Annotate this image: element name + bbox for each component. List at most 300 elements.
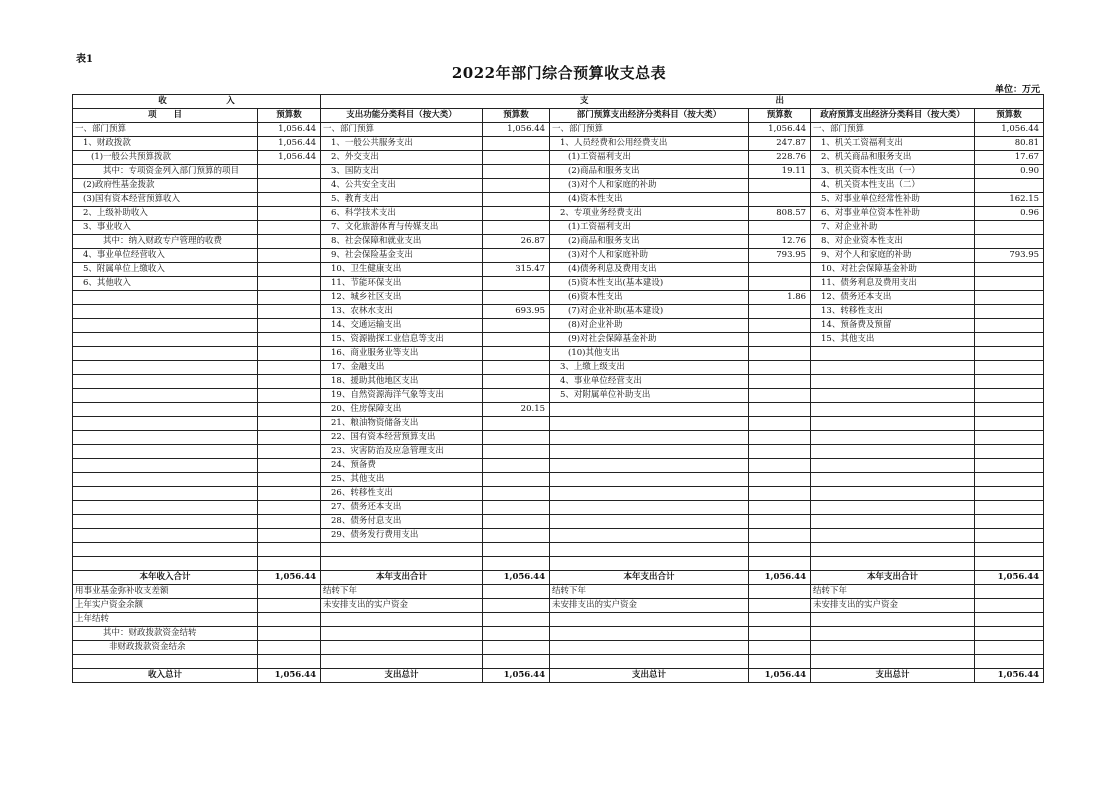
amount-cell	[258, 291, 321, 305]
table-row	[73, 151, 1044, 165]
table-row	[73, 291, 1044, 305]
item-cell: 其中：专项资金列入部门预算的项目	[73, 165, 258, 179]
item-cell	[550, 459, 749, 473]
col-header: 预算数	[749, 109, 811, 123]
amount-cell	[975, 473, 1044, 487]
budget-table	[72, 94, 1044, 683]
amount-cell	[483, 221, 550, 235]
amount-cell: 315.47	[483, 263, 550, 277]
amount-cell	[749, 459, 811, 473]
item-cell: 本年支出合计	[811, 570, 975, 584]
expense-header: 支 出	[321, 95, 1044, 109]
amount-cell	[258, 473, 321, 487]
amount-cell	[483, 515, 550, 529]
item-cell	[73, 305, 258, 319]
amount-cell	[483, 556, 550, 570]
amount-cell	[258, 389, 321, 403]
item-cell: (5)资本性支出(基本建设)	[550, 277, 749, 291]
item-cell	[73, 515, 258, 529]
item-cell	[73, 501, 258, 515]
amount-cell	[258, 319, 321, 333]
item-cell	[73, 431, 258, 445]
amount-cell	[749, 515, 811, 529]
table-row	[73, 207, 1044, 221]
item-cell: 22、国有资本经营预算支出	[321, 431, 483, 445]
item-cell	[321, 640, 483, 654]
amount-cell	[258, 403, 321, 417]
amount-cell	[975, 612, 1044, 626]
amount-cell	[258, 598, 321, 612]
amount-cell	[483, 333, 550, 347]
item-cell: 9、社会保险基金支出	[321, 249, 483, 263]
item-cell	[811, 361, 975, 375]
amount-cell: 1,056.44	[483, 570, 550, 584]
amount-cell	[483, 654, 550, 668]
amount-cell: 1,056.44	[483, 123, 550, 137]
item-cell: (4)债务利息及费用支出	[550, 263, 749, 277]
item-cell	[321, 626, 483, 640]
item-cell: 4、事业单位经营收入	[73, 249, 258, 263]
item-cell	[550, 403, 749, 417]
item-cell: 一、部门预算	[550, 123, 749, 137]
item-cell	[73, 319, 258, 333]
amount-cell	[975, 333, 1044, 347]
totals-row	[73, 570, 1044, 584]
item-cell: (6)资本性支出	[550, 291, 749, 305]
item-cell: 21、粮油物资储备支出	[321, 417, 483, 431]
table-row	[73, 305, 1044, 319]
item-cell: 15、其他支出	[811, 333, 975, 347]
item-cell: 6、对事业单位资本性补助	[811, 207, 975, 221]
item-cell	[73, 487, 258, 501]
item-cell: 24、预备费	[321, 459, 483, 473]
item-cell: 非财政拨款资金结余	[73, 640, 258, 654]
table-row	[73, 445, 1044, 459]
amount-cell: 20.15	[483, 403, 550, 417]
amount-cell	[258, 459, 321, 473]
item-cell	[73, 459, 258, 473]
item-cell: 结转下年	[321, 584, 483, 598]
item-cell: 其中：财政拨款资金结转	[73, 626, 258, 640]
amount-cell	[975, 319, 1044, 333]
amount-cell	[975, 291, 1044, 305]
amount-cell	[258, 305, 321, 319]
item-cell	[811, 556, 975, 570]
amount-cell: 1,056.44	[975, 570, 1044, 584]
amount-cell	[975, 515, 1044, 529]
item-cell: (9)对社会保障基金补助	[550, 333, 749, 347]
amount-cell	[483, 151, 550, 165]
item-cell	[321, 556, 483, 570]
item-cell	[73, 445, 258, 459]
item-cell	[811, 445, 975, 459]
item-cell: (2)政府性基金拨款	[73, 179, 258, 193]
amount-cell: 693.95	[483, 305, 550, 319]
item-cell: 2、上级补助收入	[73, 207, 258, 221]
item-cell: (1)工资福利支出	[550, 151, 749, 165]
item-cell: 9、对个人和家庭的补助	[811, 249, 975, 263]
amount-cell: 1,056.44	[258, 668, 321, 682]
amount-cell	[975, 431, 1044, 445]
amount-cell	[258, 235, 321, 249]
table-row	[73, 179, 1044, 193]
item-cell: 8、对企业资本性支出	[811, 235, 975, 249]
table-row	[73, 277, 1044, 291]
item-cell: 17、金融支出	[321, 361, 483, 375]
amount-cell	[749, 221, 811, 235]
item-cell: 12、债务还本支出	[811, 291, 975, 305]
amount-cell	[975, 529, 1044, 543]
page-title: 2022年部门综合预算收支总表	[451, 64, 667, 82]
amount-cell	[483, 165, 550, 179]
table-row	[73, 473, 1044, 487]
item-cell: 本年收入合计	[73, 570, 258, 584]
item-cell: 其中：纳入财政专户管理的收费	[73, 235, 258, 249]
item-cell	[811, 417, 975, 431]
col-header: 政府预算支出经济分类科目（按大类）	[811, 109, 975, 123]
amount-cell	[483, 389, 550, 403]
table-row	[73, 556, 1044, 570]
col-header: 预算数	[258, 109, 321, 123]
amount-cell	[975, 640, 1044, 654]
item-cell: 结转下年	[550, 584, 749, 598]
amount-cell	[258, 333, 321, 347]
amount-cell	[483, 179, 550, 193]
table-row	[73, 529, 1044, 543]
table-row	[73, 375, 1044, 389]
item-cell: 上年结转	[73, 612, 258, 626]
col-header: 预算数	[483, 109, 550, 123]
item-cell: 收入总计	[73, 668, 258, 682]
item-cell: 18、援助其他地区支出	[321, 375, 483, 389]
amount-cell	[258, 626, 321, 640]
item-cell	[73, 473, 258, 487]
item-cell	[73, 375, 258, 389]
item-cell	[550, 529, 749, 543]
amount-cell: 247.87	[749, 137, 811, 151]
amount-cell: 0.96	[975, 207, 1044, 221]
item-cell	[73, 291, 258, 305]
table-row	[73, 249, 1044, 263]
item-cell: 4、公共安全支出	[321, 179, 483, 193]
item-cell: 一、部门预算	[321, 123, 483, 137]
amount-cell	[258, 515, 321, 529]
col-header: 部门预算支出经济分类科目（按大类）	[550, 109, 749, 123]
table-row	[73, 235, 1044, 249]
amount-cell	[749, 333, 811, 347]
amount-cell: 1,056.44	[258, 123, 321, 137]
item-cell: (7)对企业补助(基本建设)	[550, 305, 749, 319]
item-cell: 1、人员经费和公用经费支出	[550, 137, 749, 151]
item-cell: 支出总计	[550, 668, 749, 682]
amount-cell	[483, 291, 550, 305]
item-cell: 一、部门预算	[811, 123, 975, 137]
amount-cell	[258, 249, 321, 263]
amount-cell	[483, 193, 550, 207]
amount-cell	[258, 263, 321, 277]
amount-cell	[975, 403, 1044, 417]
item-cell: 10、卫生健康支出	[321, 263, 483, 277]
item-cell	[811, 640, 975, 654]
amount-cell	[483, 361, 550, 375]
amount-cell: 80.81	[975, 137, 1044, 151]
item-cell: 一、部门预算	[73, 123, 258, 137]
item-cell: 13、转移性支出	[811, 305, 975, 319]
table-row	[73, 193, 1044, 207]
amount-cell	[258, 556, 321, 570]
amount-cell: 0.90	[975, 165, 1044, 179]
item-cell: 16、商业服务业等支出	[321, 347, 483, 361]
table-row	[73, 487, 1044, 501]
amount-cell	[483, 473, 550, 487]
table-row	[73, 361, 1044, 375]
item-cell	[811, 459, 975, 473]
table-row	[73, 515, 1044, 529]
item-cell	[811, 626, 975, 640]
item-cell: 2、机关商品和服务支出	[811, 151, 975, 165]
item-cell: 19、自然资源海洋气象等支出	[321, 389, 483, 403]
amount-cell	[749, 640, 811, 654]
amount-cell: 12.76	[749, 235, 811, 249]
item-cell: 未安排支出的实户资金	[811, 598, 975, 612]
item-cell: (3)国有资本经营预算收入	[73, 193, 258, 207]
item-cell	[73, 389, 258, 403]
amount-cell	[975, 501, 1044, 515]
amount-cell	[749, 445, 811, 459]
amount-cell	[975, 263, 1044, 277]
amount-cell	[258, 654, 321, 668]
item-cell: 8、社会保障和就业支出	[321, 235, 483, 249]
top-header-row	[73, 95, 1044, 109]
amount-cell	[975, 487, 1044, 501]
table-row	[73, 431, 1044, 445]
item-cell: (3)对个人和家庭补助	[550, 249, 749, 263]
amount-cell	[749, 375, 811, 389]
amount-cell	[749, 473, 811, 487]
amount-cell	[483, 319, 550, 333]
item-cell	[811, 529, 975, 543]
amount-cell	[483, 640, 550, 654]
amount-cell	[975, 389, 1044, 403]
amount-cell	[975, 626, 1044, 640]
amount-cell: 793.95	[749, 249, 811, 263]
table-row	[73, 584, 1044, 598]
item-cell: 2、外交支出	[321, 151, 483, 165]
item-cell	[73, 543, 258, 557]
amount-cell	[258, 487, 321, 501]
unit-label: 单位：万元	[994, 85, 1040, 95]
column-header-row	[73, 109, 1044, 123]
amount-cell	[483, 207, 550, 221]
amount-cell	[483, 487, 550, 501]
amount-cell	[749, 529, 811, 543]
grand-total-row	[73, 668, 1044, 682]
amount-cell	[975, 417, 1044, 431]
amount-cell	[258, 640, 321, 654]
amount-cell	[749, 305, 811, 319]
item-cell: (1)工资福利支出	[550, 221, 749, 235]
item-cell	[321, 543, 483, 557]
item-cell	[550, 556, 749, 570]
amount-cell	[749, 179, 811, 193]
amount-cell	[258, 529, 321, 543]
item-cell: 28、债务付息支出	[321, 515, 483, 529]
item-cell: 未安排支出的实户资金	[321, 598, 483, 612]
item-cell: 未安排支出的实户资金	[550, 598, 749, 612]
item-cell	[811, 403, 975, 417]
amount-cell	[258, 543, 321, 557]
table-row	[73, 137, 1044, 151]
item-cell	[73, 403, 258, 417]
table-row	[73, 389, 1044, 403]
amount-cell	[749, 193, 811, 207]
item-cell	[550, 640, 749, 654]
item-cell	[811, 473, 975, 487]
item-cell: (8)对企业补助	[550, 319, 749, 333]
item-cell: 6、其他收入	[73, 277, 258, 291]
item-cell: 5、教育支出	[321, 193, 483, 207]
amount-cell	[975, 584, 1044, 598]
amount-cell	[483, 347, 550, 361]
table-row	[73, 543, 1044, 557]
item-cell: 1、一般公共服务支出	[321, 137, 483, 151]
item-cell: 3、国防支出	[321, 165, 483, 179]
item-cell	[73, 529, 258, 543]
item-cell	[550, 501, 749, 515]
item-cell	[550, 473, 749, 487]
table-row	[73, 417, 1044, 431]
item-cell: 7、文化旅游体育与传媒支出	[321, 221, 483, 235]
amount-cell	[975, 445, 1044, 459]
table-row	[73, 459, 1044, 473]
item-cell: 26、转移性支出	[321, 487, 483, 501]
amount-cell	[258, 221, 321, 235]
amount-cell	[749, 403, 811, 417]
amount-cell	[483, 417, 550, 431]
amount-cell	[975, 361, 1044, 375]
amount-cell	[749, 487, 811, 501]
amount-cell	[258, 361, 321, 375]
item-cell: 11、债务利息及费用支出	[811, 277, 975, 291]
item-cell: 27、债务还本支出	[321, 501, 483, 515]
item-cell	[550, 417, 749, 431]
item-cell: 23、灾害防治及应急管理支出	[321, 445, 483, 459]
amount-cell: 1,056.44	[258, 151, 321, 165]
item-cell	[321, 654, 483, 668]
item-cell: 14、交通运输支出	[321, 319, 483, 333]
item-cell: 本年支出合计	[550, 570, 749, 584]
amount-cell	[749, 431, 811, 445]
amount-cell	[749, 612, 811, 626]
table-row	[73, 403, 1044, 417]
amount-cell	[483, 612, 550, 626]
amount-cell	[749, 584, 811, 598]
amount-cell: 1,056.44	[975, 668, 1044, 682]
amount-cell	[975, 375, 1044, 389]
table-row	[73, 654, 1044, 668]
item-cell: (1)一般公共预算拨款	[73, 151, 258, 165]
table-row	[73, 165, 1044, 179]
amount-cell	[483, 584, 550, 598]
item-cell	[811, 375, 975, 389]
item-cell	[550, 612, 749, 626]
amount-cell	[258, 277, 321, 291]
item-cell	[73, 417, 258, 431]
item-cell: 5、对附属单位补助支出	[550, 389, 749, 403]
item-cell: 3、机关资本性支出（一）	[811, 165, 975, 179]
item-cell	[550, 654, 749, 668]
amount-cell	[258, 207, 321, 221]
item-cell	[73, 361, 258, 375]
amount-cell: 1,056.44	[975, 123, 1044, 137]
amount-cell	[749, 543, 811, 557]
item-cell	[550, 515, 749, 529]
amount-cell	[258, 179, 321, 193]
item-cell	[811, 501, 975, 515]
item-cell: 3、事业收入	[73, 221, 258, 235]
item-cell: 29、债务发行费用支出	[321, 529, 483, 543]
table-row	[73, 626, 1044, 640]
item-cell	[73, 333, 258, 347]
item-cell: 5、对事业单位经常性补助	[811, 193, 975, 207]
amount-cell	[483, 431, 550, 445]
amount-cell: 26.87	[483, 235, 550, 249]
item-cell: 2、专项业务经费支出	[550, 207, 749, 221]
item-cell	[550, 543, 749, 557]
item-cell: 12、城乡社区支出	[321, 291, 483, 305]
item-cell: 支出总计	[321, 668, 483, 682]
item-cell	[321, 612, 483, 626]
amount-cell	[975, 654, 1044, 668]
item-cell: 25、其他支出	[321, 473, 483, 487]
amount-cell	[483, 598, 550, 612]
item-cell: 1、机关工资福利支出	[811, 137, 975, 151]
amount-cell	[483, 543, 550, 557]
amount-cell	[975, 235, 1044, 249]
amount-cell	[749, 598, 811, 612]
amount-cell	[483, 529, 550, 543]
table-row	[73, 123, 1044, 137]
table-tag: 表1	[76, 54, 93, 65]
amount-cell	[749, 556, 811, 570]
item-cell	[550, 445, 749, 459]
item-cell: 20、住房保障支出	[321, 403, 483, 417]
amount-cell: 1,056.44	[258, 570, 321, 584]
item-cell	[550, 626, 749, 640]
col-header: 支出功能分类科目（按大类）	[321, 109, 483, 123]
amount-cell	[749, 319, 811, 333]
item-cell: 10、对社会保障基金补助	[811, 263, 975, 277]
item-cell: (4)资本性支出	[550, 193, 749, 207]
amount-cell	[749, 417, 811, 431]
amount-cell	[258, 165, 321, 179]
item-cell: (2)商品和服务支出	[550, 235, 749, 249]
item-cell: 3、上缴上级支出	[550, 361, 749, 375]
item-cell: 1、财政拨款	[73, 137, 258, 151]
item-cell	[811, 543, 975, 557]
amount-cell: 19.11	[749, 165, 811, 179]
item-cell	[73, 347, 258, 361]
amount-cell	[483, 445, 550, 459]
amount-cell	[258, 612, 321, 626]
amount-cell	[975, 459, 1044, 473]
item-cell: 14、预备费及预留	[811, 319, 975, 333]
amount-cell	[258, 193, 321, 207]
amount-cell: 793.95	[975, 249, 1044, 263]
amount-cell	[749, 501, 811, 515]
item-cell	[550, 431, 749, 445]
amount-cell	[749, 263, 811, 277]
